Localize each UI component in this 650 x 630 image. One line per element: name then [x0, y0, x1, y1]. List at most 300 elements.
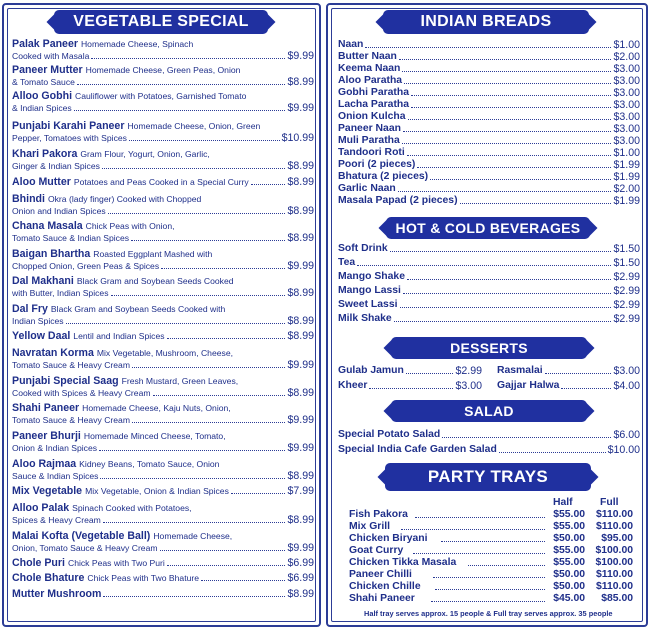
- leader-dots: [398, 191, 612, 192]
- bread-item: [338, 135, 640, 147]
- dish-name: Alloo Palak: [12, 502, 70, 514]
- dessert-item: [338, 365, 482, 377]
- dish-description: Sauce & Indian Spices: [12, 471, 99, 481]
- bread-name: Aloo Paratha: [338, 75, 403, 86]
- dessert-item: [497, 380, 640, 392]
- dish-line: [12, 430, 314, 442]
- leader-dots: [403, 131, 612, 132]
- vegetable-dish: [12, 120, 314, 144]
- bread-item: [338, 159, 640, 171]
- beverage-item: [338, 313, 640, 325]
- leader-dots: [251, 184, 286, 185]
- leader-dots: [430, 179, 611, 180]
- bread-item: [338, 63, 640, 75]
- leader-dots: [74, 110, 286, 111]
- dish-description: Spinach Cooked with Potatoes,: [72, 503, 192, 513]
- bread-name: Tandoori Roti: [338, 147, 405, 158]
- dish-description: Roasted Eggplant Mashed with: [93, 249, 213, 259]
- bread-price: $2.00: [613, 51, 640, 63]
- leader-dots: [231, 493, 286, 494]
- dish-line: [12, 470, 314, 482]
- dish-line: [12, 193, 314, 205]
- tray-full-price: $100.00: [595, 545, 633, 556]
- dish-line: [12, 76, 314, 88]
- salad-banner: SALAD: [391, 400, 587, 422]
- bread-name: Masala Papad (2 pieces): [338, 195, 458, 206]
- beverage-name: Mango Lassi: [338, 285, 401, 296]
- bread-name: Muli Paratha: [338, 135, 400, 146]
- leader-dots: [468, 565, 545, 566]
- party-tray-item: [349, 545, 633, 557]
- leader-dots: [431, 601, 545, 602]
- tray-name: Chicken Chille: [349, 581, 421, 592]
- party-tray-item: [349, 509, 633, 521]
- tray-half-price: $50.00: [553, 533, 585, 544]
- bread-price: $1.99: [613, 195, 640, 207]
- dish-name: Shahi Paneer: [12, 402, 80, 414]
- leader-dots: [394, 321, 612, 322]
- leader-dots: [153, 395, 286, 396]
- leader-dots: [357, 265, 611, 266]
- dish-name: Dal Fry: [12, 303, 48, 315]
- bread-item: [338, 183, 640, 195]
- bread-item: [338, 39, 640, 51]
- tray-half-price: $55.00: [553, 545, 585, 556]
- salad-name: Special India Cafe Garden Salad: [338, 444, 497, 455]
- leader-dots: [102, 168, 286, 169]
- beverage-name: Mango Shake: [338, 271, 405, 282]
- leader-dots: [77, 84, 286, 85]
- party-tray-item: [349, 533, 633, 545]
- party-tray-item: [349, 521, 633, 533]
- bread-name: Lacha Paratha: [338, 99, 410, 110]
- salad-name: Special Potato Salad: [338, 429, 441, 440]
- bread-price: $3.00: [613, 63, 640, 75]
- vegetable-dish: [12, 193, 314, 217]
- dish-line: [12, 275, 314, 287]
- leader-dots: [435, 589, 545, 590]
- beverage-item: [338, 243, 640, 255]
- leader-dots: [413, 553, 545, 554]
- tray-full-price: $110.00: [596, 581, 633, 592]
- tray-half-price: $55.00: [553, 521, 585, 532]
- dish-description: Pepper, Tomatoes with Spices: [12, 133, 127, 143]
- bread-item: [338, 147, 640, 159]
- dish-line: [12, 287, 314, 299]
- tray-full-price: $110.00: [596, 521, 633, 532]
- bread-item: [338, 111, 640, 123]
- dish-line: [12, 330, 314, 342]
- beverage-price: $2.99: [613, 313, 640, 325]
- vegetable-dish: [12, 330, 314, 342]
- dish-line: [12, 102, 314, 114]
- dish-price: $8.99: [287, 588, 314, 600]
- party-tray-item: [349, 581, 633, 593]
- dish-line: [12, 38, 314, 50]
- dish-price: $6.99: [287, 572, 314, 584]
- tray-name: Mix Grill: [349, 521, 390, 532]
- dish-name: Paneer Bhurji: [12, 430, 81, 442]
- leader-dots: [201, 580, 285, 581]
- dish-description: Okra (lady finger) Cooked with Chopped: [47, 194, 202, 204]
- dish-line: [12, 50, 314, 62]
- dish-price: $9.99: [287, 50, 314, 62]
- vegetable-dish: [12, 38, 314, 62]
- tray-name: Goat Curry: [349, 545, 404, 556]
- beverage-price: $2.99: [613, 271, 640, 283]
- tray-name: Paneer Chilli: [349, 569, 412, 580]
- dish-price: $9.99: [287, 102, 314, 114]
- vegetable-dish: [12, 402, 314, 426]
- salad-price: $10.00: [607, 444, 640, 456]
- dish-price: $9.99: [287, 542, 314, 554]
- leader-dots: [131, 240, 285, 241]
- dish-name: Aloo Mutter: [12, 176, 71, 188]
- vegetable-dish: [12, 430, 314, 454]
- dish-name: Yellow Daal: [12, 330, 71, 342]
- dish-line: [12, 64, 314, 76]
- vegetable-special-banner: VEGETABLE SPECIAL: [54, 10, 268, 34]
- leader-dots: [91, 58, 285, 59]
- beverage-name: Milk Shake: [338, 313, 392, 324]
- indian-breads-banner: INDIAN BREADS: [383, 10, 589, 34]
- tray-name: Fish Pakora: [349, 509, 408, 520]
- dish-description: Chopped Onion, Green Peas & Spices: [12, 261, 160, 271]
- beverage-price: $2.99: [613, 299, 640, 311]
- salad-item: [338, 429, 640, 441]
- leader-dots: [103, 522, 286, 523]
- vegetable-dish: [12, 458, 314, 482]
- dish-line: [12, 148, 314, 160]
- dish-line: [12, 120, 314, 132]
- dish-price: $7.99: [287, 485, 314, 497]
- beverage-item: [338, 257, 640, 269]
- bread-name: Onion Kulcha: [338, 111, 406, 122]
- tray-half-price: $45.00: [553, 593, 585, 604]
- bread-item: [338, 195, 640, 207]
- vegetable-dish: [12, 64, 314, 88]
- leader-dots: [441, 541, 545, 542]
- dish-line: [12, 557, 314, 569]
- dish-line: [12, 375, 314, 387]
- party-tray-item: [349, 569, 633, 581]
- dish-description: Black Gram and Soybean Seeds Cooked: [76, 276, 234, 286]
- dish-description: Chick Peas with Onion,: [85, 221, 175, 231]
- leader-dots: [499, 452, 606, 453]
- leader-dots: [415, 517, 545, 518]
- bread-price: $1.99: [613, 171, 640, 183]
- leader-dots: [402, 71, 611, 72]
- dish-description: Tomato Sauce & Heavy Cream: [12, 415, 130, 425]
- leader-dots: [561, 388, 611, 389]
- leader-dots: [167, 338, 286, 339]
- beverage-name: Tea: [338, 257, 356, 268]
- bread-price: $1.99: [613, 159, 640, 171]
- dish-line: [12, 514, 314, 526]
- dish-price: $8.99: [287, 205, 314, 217]
- dish-description: Chick Peas with Two Puri: [67, 558, 165, 568]
- bread-price: $3.00: [613, 111, 640, 123]
- dish-description: Tomato Sauce & Heavy Cream: [12, 360, 130, 370]
- vegetable-dish: [12, 90, 314, 114]
- dish-line: [12, 90, 314, 102]
- vegetable-dish: [12, 557, 314, 569]
- leader-dots: [400, 307, 612, 308]
- dish-name: Dal Makhani: [12, 275, 74, 287]
- beverage-name: Sweet Lassi: [338, 299, 398, 310]
- dish-line: [12, 260, 314, 272]
- bread-item: [338, 87, 640, 99]
- leader-dots: [390, 251, 612, 252]
- bread-price: $3.00: [613, 99, 640, 111]
- tray-half-price: $55.00: [553, 557, 585, 568]
- dish-description: Homemade Cheese, Onion, Green: [127, 121, 261, 131]
- bread-price: $3.00: [613, 123, 640, 135]
- salad-price: $6.00: [613, 429, 640, 441]
- beverage-price: $1.50: [613, 243, 640, 255]
- dish-name: Khari Pakora: [12, 148, 78, 160]
- bread-price: $1.00: [613, 39, 640, 51]
- dish-description: Lentil and Indian Spices: [73, 331, 165, 341]
- bread-price: $2.00: [613, 183, 640, 195]
- dish-name: Chana Masala: [12, 220, 83, 232]
- dish-description: Indian Spices: [12, 316, 64, 326]
- beverage-name: Soft Drink: [338, 243, 388, 254]
- dish-line: [12, 414, 314, 426]
- dessert-item: [338, 380, 482, 392]
- dish-description: Onion & Indian Spices: [12, 443, 98, 453]
- dish-description: Mix Vegetable, Mushroom, Cheese,: [96, 348, 233, 358]
- leader-dots: [407, 155, 612, 156]
- dish-description: Homemade Cheese, Kaju Nuts, Onion,: [82, 403, 231, 413]
- dish-description: & Tomato Sauce: [12, 77, 75, 87]
- dish-price: $9.99: [287, 359, 314, 371]
- dish-price: $9.99: [287, 442, 314, 454]
- leader-dots: [161, 268, 285, 269]
- tray-full-price: $100.00: [595, 557, 633, 568]
- bread-name: Butter Naan: [338, 51, 397, 62]
- vegetable-dish: [12, 275, 314, 299]
- dish-line: [12, 530, 314, 542]
- leader-dots: [111, 295, 286, 296]
- dish-description: Fresh Mustard, Green Leaves,: [121, 376, 239, 386]
- bread-name: Garlic Naan: [338, 183, 396, 194]
- dish-description: Cooked with Spices & Heavy Cream: [12, 388, 151, 398]
- leader-dots: [401, 529, 545, 530]
- vegetable-dish: [12, 375, 314, 399]
- dish-line: [12, 502, 314, 514]
- beverage-price: $1.50: [613, 257, 640, 269]
- dessert-name: Kheer: [338, 380, 368, 391]
- dish-description: Cooked with Masala: [12, 51, 90, 61]
- bread-name: Bhatura (2 pieces): [338, 171, 429, 182]
- dish-name: Palak Paneer: [12, 38, 78, 50]
- leader-dots: [99, 450, 285, 451]
- dish-name: Paneer Mutter: [12, 64, 83, 76]
- dish-name: Aloo Rajmaa: [12, 458, 77, 470]
- leader-dots: [406, 373, 454, 374]
- leader-dots: [411, 107, 611, 108]
- vegetable-dish: [12, 485, 314, 497]
- dish-line: [12, 402, 314, 414]
- dish-line: [12, 542, 314, 554]
- desserts-banner: DESSERTS: [391, 337, 587, 359]
- leader-dots: [103, 596, 285, 597]
- dish-description: Gram Flour, Yogurt, Onion, Garlic,: [80, 149, 210, 159]
- bread-item: [338, 99, 640, 111]
- leader-dots: [404, 83, 611, 84]
- bread-name: Poori (2 pieces): [338, 159, 416, 170]
- dish-line: [12, 572, 314, 584]
- dish-name: Punjabi Karahi Paneer: [12, 120, 125, 132]
- beverages-banner: HOT & COLD BEVERAGES: [386, 217, 590, 239]
- dish-price: $8.99: [287, 315, 314, 327]
- dish-price: $8.99: [287, 232, 314, 244]
- dish-description: Kidney Beans, Tomato Sauce, Onion: [79, 459, 220, 469]
- tray-name: Chicken Tikka Masala: [349, 557, 457, 568]
- dish-line: [12, 458, 314, 470]
- leader-dots: [160, 550, 286, 551]
- dish-line: [12, 347, 314, 359]
- bread-item: [338, 51, 640, 63]
- dish-name: Punjabi Special Saag: [12, 375, 119, 387]
- dish-price: $9.99: [287, 260, 314, 272]
- leader-dots: [442, 437, 611, 438]
- leader-dots: [132, 422, 286, 423]
- vegetable-dish: [12, 530, 314, 554]
- leader-dots: [365, 47, 611, 48]
- dish-line: [12, 359, 314, 371]
- dish-description: with Butter, Indian Spices: [12, 288, 109, 298]
- full-column-header: Full: [600, 497, 619, 508]
- vegetable-dish: [12, 588, 314, 600]
- dish-price: $8.99: [287, 76, 314, 88]
- tray-full-price: $110.00: [596, 569, 633, 580]
- tray-name: Chicken Biryani: [349, 533, 428, 544]
- dessert-name: Gajjar Halwa: [497, 380, 560, 391]
- half-column-header: Half: [553, 497, 573, 508]
- leader-dots: [399, 59, 612, 60]
- dessert-price: $3.00: [613, 365, 640, 377]
- bread-name: Paneer Naan: [338, 123, 401, 134]
- dish-description: Spices & Heavy Cream: [12, 515, 101, 525]
- dish-description: Homemade Cheese, Spinach: [80, 39, 194, 49]
- leader-dots: [433, 577, 545, 578]
- dish-description: Homemade Cheese,: [153, 531, 233, 541]
- dish-name: Malai Kofta (Vegetable Ball): [12, 530, 151, 542]
- beverage-item: [338, 299, 640, 311]
- bread-price: $1.00: [613, 147, 640, 159]
- tray-half-price: $50.00: [553, 581, 585, 592]
- leader-dots: [167, 565, 286, 566]
- dish-name: Navratan Korma: [12, 347, 94, 359]
- dish-name: Mix Vegetable: [12, 485, 83, 497]
- dish-description: Black Gram and Soybean Seeds Cooked with: [50, 304, 226, 314]
- dessert-item: [497, 365, 640, 377]
- tray-half-price: $55.00: [553, 509, 585, 520]
- dish-line: [12, 232, 314, 244]
- dish-price: $9.99: [287, 414, 314, 426]
- bread-name: Naan: [338, 39, 364, 50]
- beverage-item: [338, 285, 640, 297]
- bread-price: $3.00: [613, 75, 640, 87]
- leader-dots: [100, 478, 285, 479]
- vegetable-dish: [12, 176, 314, 188]
- bread-price: $3.00: [613, 135, 640, 147]
- leader-dots: [545, 373, 612, 374]
- dessert-name: Gulab Jamun: [338, 365, 404, 376]
- leader-dots: [108, 213, 286, 214]
- dish-description: Potatoes and Peas Cooked in a Special Curry: [73, 177, 249, 187]
- leader-dots: [411, 95, 611, 96]
- dish-line: [12, 485, 314, 497]
- tray-half-price: $50.00: [553, 569, 585, 580]
- vegetable-dish: [12, 220, 314, 244]
- dish-description: Mix Vegetable, Onion & Indian Spices: [85, 486, 229, 496]
- dish-description: Homemade Minced Cheese, Tomato,: [83, 431, 226, 441]
- vegetable-dish: [12, 502, 314, 526]
- tray-name: Shahi Paneer: [349, 593, 415, 604]
- vegetable-dish: [12, 248, 314, 272]
- dish-price: $8.99: [287, 470, 314, 482]
- dish-line: [12, 132, 314, 144]
- dish-price: $8.99: [287, 514, 314, 526]
- tray-full-price: $110.00: [596, 509, 633, 520]
- dish-name: Baigan Bhartha: [12, 248, 91, 260]
- party-trays-banner: PARTY TRAYS: [385, 463, 591, 491]
- party-tray-item: [349, 557, 633, 569]
- bread-name: Gobhi Paratha: [338, 87, 410, 98]
- dish-line: [12, 588, 314, 600]
- leader-dots: [132, 367, 286, 368]
- dish-description: Onion, Tomato Sauce & Heavy Cream: [12, 543, 158, 553]
- dish-line: [12, 176, 314, 188]
- beverage-item: [338, 271, 640, 283]
- beverage-price: $2.99: [613, 285, 640, 297]
- vegetable-dish: [12, 303, 314, 327]
- dish-price: $10.99: [281, 132, 314, 144]
- dish-line: [12, 303, 314, 315]
- dish-description: Onion and Indian Spices: [12, 206, 106, 216]
- leader-dots: [369, 388, 453, 389]
- bread-price: $3.00: [613, 87, 640, 99]
- salad-item: [338, 444, 640, 456]
- bread-item: [338, 75, 640, 87]
- vegetable-dish: [12, 347, 314, 371]
- leader-dots: [407, 279, 612, 280]
- dish-name: Chole Bhature: [12, 572, 85, 584]
- dish-description: Ginger & Indian Spices: [12, 161, 100, 171]
- party-tray-note: Half tray serves approx. 15 people & Full tray serves approx. 35 people: [364, 609, 613, 618]
- leader-dots: [417, 167, 611, 168]
- leader-dots: [402, 143, 612, 144]
- leader-dots: [129, 140, 280, 141]
- vegetable-dish: [12, 148, 314, 172]
- bread-item: [338, 171, 640, 183]
- dish-line: [12, 160, 314, 172]
- dish-name: Chole Puri: [12, 557, 65, 569]
- dish-line: [12, 442, 314, 454]
- leader-dots: [403, 293, 612, 294]
- dessert-price: $3.00: [455, 380, 482, 392]
- dessert-price: $2.99: [455, 365, 482, 377]
- vegetable-dish: [12, 572, 314, 584]
- dish-line: [12, 205, 314, 217]
- leader-dots: [408, 119, 612, 120]
- bread-item: [338, 123, 640, 135]
- dish-price: $8.99: [287, 176, 314, 188]
- dish-name: Alloo Gobhi: [12, 90, 73, 102]
